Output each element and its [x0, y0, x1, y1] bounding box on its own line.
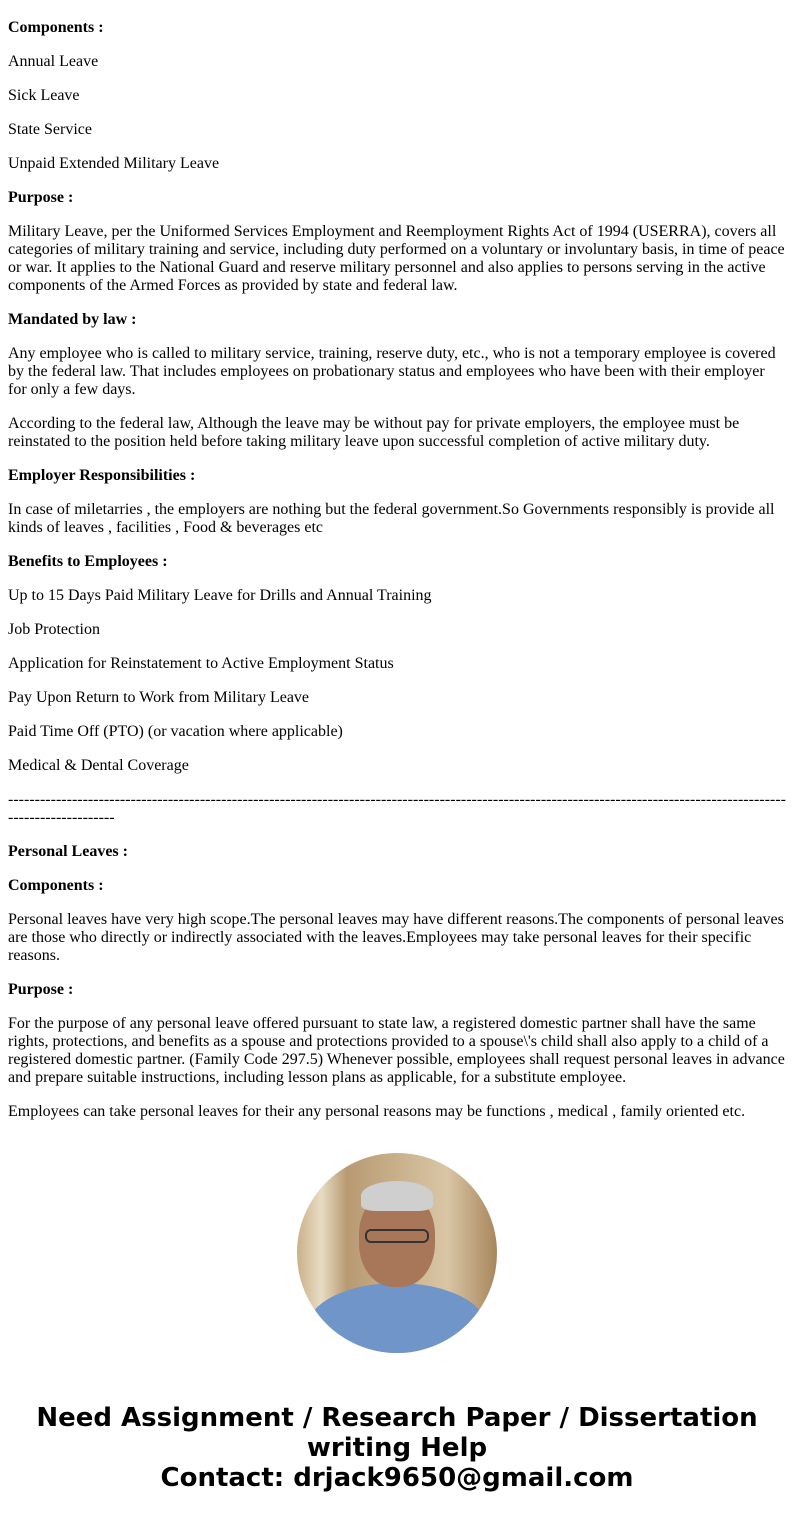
benefit-item: Job Protection — [8, 621, 100, 638]
author-photo — [297, 1153, 497, 1353]
mandated-text: Any employee who is called to military service, training, reserve duty, etc., who is not a temporary employee is covered by the federal law. That includes employees on probationary status and employees who have been with their employer for only a few days. — [8, 345, 776, 398]
divider: ---------------------------------------------------------------------------------------------------------------------------------------------------------------------- — [8, 791, 786, 826]
personal-components-heading: Components : — [8, 877, 104, 894]
benefit-item: Pay Upon Return to Work from Military Leave — [8, 689, 310, 706]
article — [8, 19, 786, 1121]
component-item: State Service — [8, 121, 92, 138]
mandated-heading: Mandated by law : — [8, 311, 137, 328]
benefit-item: Medical & Dental Coverage — [8, 757, 189, 774]
employer-text: In case of miletarries , the employers are nothing but the federal government.So Governments responsibly is provide all kinds of leaves , facilities , Food & beverages etc — [8, 501, 775, 536]
personal-purpose-heading: Purpose : — [8, 981, 74, 998]
benefit-item: Application for Reinstatement to Active Employment Status — [8, 655, 394, 672]
component-item: Sick Leave — [8, 87, 80, 104]
personal-purpose-text: Employees can take personal leaves for their any personal reasons may be functions , medical , family oriented etc. — [8, 1103, 746, 1120]
photo-shirt — [307, 1283, 487, 1353]
benefits-heading: Benefits to Employees : — [8, 553, 168, 570]
photo-hair — [361, 1181, 433, 1211]
photo-glasses — [365, 1229, 429, 1243]
mandated-text: According to the federal law, Although the leave may be without pay for private employers, the employee must be reinstated to the position held before taking military leave upon successful completion of active military duty. — [8, 415, 740, 450]
purpose-text: Military Leave, per the Uniformed Services Employment and Reemployment Rights Act of 1994 (USERRA), covers all categories of military training and service, including duty performed on a voluntary or involuntary basis, in time of peace or war. It applies to the National Guard and reserve military personnel and also applies to persons serving in the active components of the Armed Forces as provided by state and federal law. — [8, 223, 785, 294]
component-item: Unpaid Extended Military Leave — [8, 155, 220, 172]
cta-contact: Contact: drjack9650@gmail.com — [160, 1463, 634, 1493]
personal-purpose-text: For the purpose of any personal leave offered pursuant to state law, a registered domestic partner shall have the same rights, protections, and benefits as a spouse and protections provided to a spouse\'s child shall also apply to a child of a registered domestic partner. (Family Code 297.5) Whenever possible, employees shall request personal leaves in advance and prepare suitable instructions, including lesson plans as applicable, for a substitute employee. — [8, 1015, 785, 1086]
benefit-item: Paid Time Off (PTO) (or vacation where applicable) — [8, 723, 343, 740]
personal-components-text: Personal leaves have very high scope.The personal leaves may have different reasons.The components of personal leaves are those who directly or indirectly associated with the leaves.Employees may take personal leaves for their specific reasons. — [8, 911, 784, 964]
employer-heading: Employer Responsibilities : — [8, 467, 196, 484]
component-item: Annual Leave — [8, 53, 99, 70]
benefit-item: Up to 15 Days Paid Military Leave for Drills and Annual Training — [8, 587, 432, 604]
cta-line: Need Assignment / Research Paper / Dissertation writing Help — [36, 1403, 758, 1463]
components-heading: Components : — [8, 19, 104, 36]
contact-banner — [8, 1403, 786, 1493]
personal-title: Personal Leaves : — [8, 843, 128, 860]
purpose-heading: Purpose : — [8, 189, 74, 206]
